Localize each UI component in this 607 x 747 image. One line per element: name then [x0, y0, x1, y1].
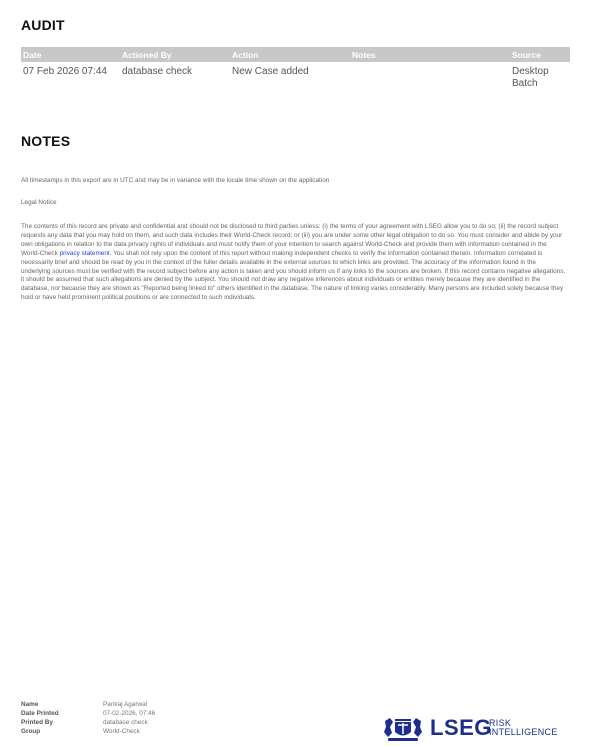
print-details [21, 700, 191, 736]
logo-subtitle-line-2: INTELLIGENCE [489, 727, 558, 737]
legal-notice-text [21, 223, 566, 303]
legal-text-part-1: The contents of this record are private and confidential and should not be disclosed to third parties unless: (i) the terms of your agreement with LSEG allow you to do so; (ii) the record subject requests any data that you may hold on them, and such data includes their World-Check record; or (iii) you are under some other legal obligation to do so. You must consider and abide by your own obligations in relation to the data privacy rights of individuals and must notify them of your intention to search against World-Check and provide them with information contained in the World-Check [21, 223, 563, 257]
legal-notice-title: Legal Notice [21, 199, 57, 206]
lseg-logo [382, 715, 562, 743]
group-label: Group [21, 728, 41, 735]
audit-title: AUDIT [21, 17, 65, 33]
name-value: Pankaj Agarwal [103, 701, 148, 708]
group-value: World-Check [103, 728, 140, 735]
legal-text-part-2: . You shall not rely upon the content of this report without making independent checks to verify the information contained therein. Information correlated is necessarily brief and should be read by you in the context of the fuller details available in the external sources to which links are provided. The accuracy of the information found in the underlying sources must be verified with the record subject before any action is taken and you should inform us if any links to the sources are broken. If this record contains negative allegations, it should be assumed that such allegations are denied by the subject. You should not draw any negative inferences about individuals or entities merely because they are identified in the database, nor because they are shown as "Reported being linked to" others identified in the database. The nature of linking varies considerably. Many persons are included solely because they hold or have held prominent political positions or are connected to such individuals. [21, 249, 566, 302]
audit-table-header [21, 47, 570, 62]
date-printed-value: 07-02-2026, 07:46 [103, 710, 156, 717]
name-label: Name [21, 701, 39, 708]
column-header-action: Action [232, 50, 259, 60]
logo-wordmark: LSEG [430, 715, 492, 740]
column-header-source: Source [512, 50, 541, 60]
printed-by-value: database check [103, 719, 148, 726]
date-printed-label: Date Printed [21, 710, 59, 717]
printed-by-label: Printed By [21, 719, 53, 726]
column-header-actioned-by: Actioned By [122, 50, 172, 60]
cell-actioned-by: database check [122, 66, 193, 77]
lion-crest-icon [382, 715, 424, 743]
column-header-date: Date [23, 50, 42, 60]
notes-title: NOTES [21, 133, 71, 149]
cell-source: Desktop Batch [512, 66, 549, 89]
column-header-notes: Notes [352, 50, 376, 60]
cell-date: 07 Feb 2026 07:44 [23, 66, 107, 77]
logo-subtitle [489, 719, 558, 737]
table-row [21, 62, 570, 92]
privacy-statement-link[interactable]: privacy statement [59, 249, 110, 257]
cell-action: New Case added [232, 66, 309, 77]
logo-subtitle-line-1: RISK [489, 718, 512, 728]
timestamp-note: All timestamps in this export are in UTC and may be in variance with the locale time shown on the application [21, 177, 330, 184]
audit-table [21, 47, 570, 92]
